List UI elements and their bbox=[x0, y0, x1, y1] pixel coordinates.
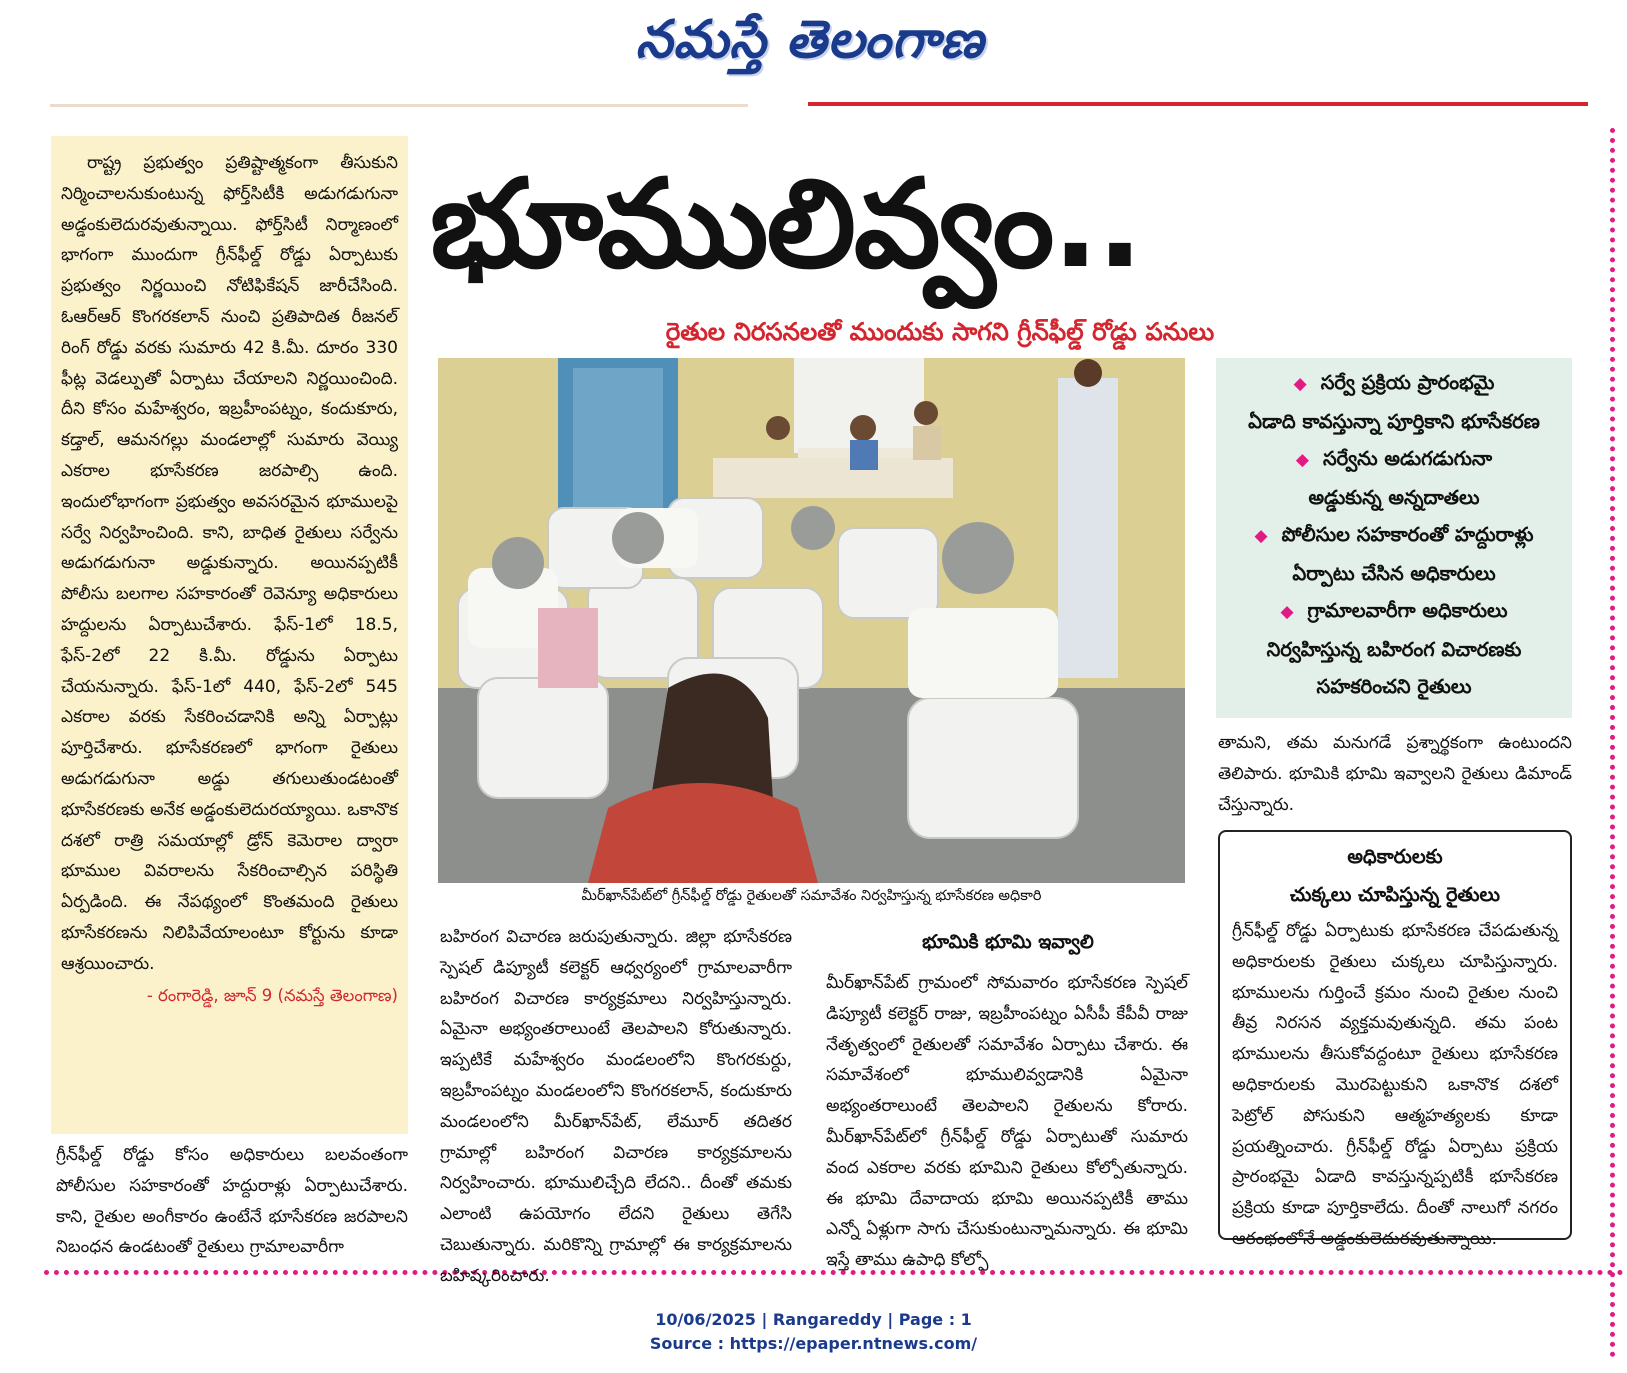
highlight-item: ◆ సర్వేను అడుగడుగునా bbox=[1295, 447, 1493, 470]
dateline: - రంగారెడ్డి, జూన్ 9 (నమస్తే తెలంగాణ) bbox=[146, 985, 398, 1005]
meeting-photo-illustration bbox=[438, 358, 1185, 883]
middle-column-b-title: భూమికి భూమి ఇవ్వాలి bbox=[922, 931, 1094, 953]
photo-caption: మీర్‌ఖాన్‌పేట్‌లో గ్రీన్‌ఫీల్డ్ రోడ్డు రైతులతో సమావేశం నిర్వహిస్తున్న భూసేకరణ అధికారి bbox=[438, 883, 1185, 909]
middle-column-b-text: మీర్‌ఖాన్‌పేట్ గ్రామంలో సోమవారం భూసేకరణ స్పెషల్ డిప్యూటీ కలెక్టర్ రాజు, ఇబ్రహీంపట్నం ఏసీపీ కేపీవీ రాజు నేతృత్వంలో రైతులతో సమావేశం ఏర్పాటు చేశారు. ఈ సమావేశంలో భూములివ్వడానికి ఏమైనా అభ్యంతరాలుంటే తెలపాలని రైతులను కోరారు. మీర్‌ఖాన్‌పేట్‌లో గ్రీన్‌ఫీల్డ్ రోడ్డు ఏర్పాటుతో సుమారు వంద ఎకరాల వరకు భూమిని రైతులు కోల్పోతున్నారు. ఈ భూమి దేవాదాయ భూమి అయినప్పటికీ తాము ఎన్నో ఏళ్లుగా సాగు చేసుకుంటున్నామన్నారు. ఈ భూమి ఇస్తే తాము ఉపాధి కోల్పో bbox=[826, 973, 1188, 1271]
diamond-bullet-icon: ◆ bbox=[1295, 450, 1309, 470]
highlight-item-cont: సహకరించని రైతులు bbox=[1316, 675, 1472, 698]
highlight-item-cont: ఏర్పాటు చేసిన అధికారులు bbox=[1292, 562, 1496, 585]
side-story-box bbox=[1218, 830, 1572, 1249]
highlight-item-cont: అడ్డుకున్న అన్నదాతలు bbox=[1308, 486, 1480, 509]
side-story-title-1: అధికారులకు bbox=[1347, 845, 1443, 868]
middle-column-a-text: బహిరంగ విచారణ జరుపుతున్నారు. జిల్లా భూసేకరణ స్పెషల్ డిప్యూటీ కలెక్టర్ ఆధ్వర్యంలో గ్రామాలవారీగా బహిరంగ విచారణ కార్యక్రమాలు నిర్వహిస్తున్నారు. ఏమైనా అభ్యంతరాలుంటే తెలపాలని కోరుతున్నారు. ఇప్పటికే మహేశ్వరం మండలంలోని కొంగరకుర్దు, ఇబ్రహీంపట్నం మండలంలోని కొంగరకలాన్, కందుకూరు మండలంలోని మీర్‌ఖాన్‌పేట్, లేమూర్ తదితర గ్రామాల్లో బహిరంగ విచారణ కార్యక్రమాలను నిర్వహించారు. భూములిచ్చేది లేదని.. దీంతో తమకు ఎలాంటి ఉపయోగం లేదని రైతులు తెగేసి చెబుతున్నారు. మరికొన్ని గ్రామాల్లో ఈ కార్యక్రమాలను బహిష్కరించారు. bbox=[440, 927, 792, 1286]
highlights-box bbox=[1216, 358, 1572, 718]
highlight-item: ◆ గ్రామాలవారీగా అధికారులు bbox=[1280, 599, 1508, 622]
highlight-item-cont: ఏడాది కావస్తున్నా పూర్తికాని భూసేకరణ bbox=[1248, 410, 1540, 433]
news-photo bbox=[438, 358, 1185, 883]
highlight-item: ◆ సర్వే ప్రక్రియ ప్రారంభమై bbox=[1293, 371, 1495, 394]
right-column-text: తామని, తమ మనుగడే ప్రశ్నార్థకంగా ఉంటుందని తెలిపారు. భూమికి భూమి ఇవ్వాలని రైతులు డిమాండ్ చేస్తున్నారు. bbox=[1218, 733, 1572, 815]
intro-paragraph: రాష్ట్ర ప్రభుత్వం ప్రతిష్టాత్మకంగా తీసుకుని నిర్మించాలనుకుంటున్న ఫోర్త్‌సిటీకి అడుగడుగునా అడ్డంకులెదురవుతున్నాయి. ఫోర్త్‌సిటీ నిర్మాణంలో భాగంగా ముందుగా గ్రీన్‌ఫీల్డ్ రోడ్డు ఏర్పాటుకు ప్రభుత్వం నిర్ణయించి నోటిఫికేషన్ జారీచేసింది. ఓఆర్ఆర్ కొంగరకలాన్ నుంచి ప్రతిపాదిత రీజనల్ రింగ్ రోడ్డు వరకు సుమారు 42 కి.మీ. దూరం 330 ఫీట్ల వెడల్పుతో ఏర్పాటు చేయాలని నిర్ణయించింది. దీని కోసం మహేశ్వరం, ఇబ్రహీంపట్నం, కందుకూరు, కడ్తాల్, ఆమనగల్లు మండలాల్లో సుమారు వెయ్యి ఎకరాల భూసేకరణ జరపాల్సి ఉంది. ఇందులోభాగంగా ప్రభుత్వం అవసరమైన భూములపై సర్వే నిర్వహించింది. కాని, బాధిత రైతులు సర్వేను అడుగడుగునా అడ్డుకున్నారు. అయినప్పటికీ పోలీసు బలగాల సహకారంతో రెవెన్యూ అధికారులు హద్దులను ఏర్పాటుచేశారు. ఫేస్-1లో 18.5, ఫేస్-2లో 22 కి.మీ. రోడ్డును ఏర్పాటు చేయనున్నారు. ఫేస్-1లో 440, ఫేస్-2లో 545 ఎకరాల వరకు సేకరించడానికి అన్ని ఏర్పాట్లు పూర్తిచేశారు. భూసేకరణలో భాగంగా రైతులు అడుగడుగునా అడ్డు తగులుతుండటంతో భూసేకరణకు అనేక అడ్డంకులెదురయ్యాయి. ఒకానొక దశలో రాత్రి సమయాల్లో డ్రోన్ కెమెరాల ద్వారా భూముల వివరాలను సేకరించాల్సిన పరిస్థితి ఏర్పడింది. ఈ నేపథ్యంలో కొంతమంది రైతులు భూసేకరణను నిలిపివేయాలంటూ కోర్టును కూడా ఆశ్రయించారు. bbox=[61, 153, 398, 974]
subheadline: రైతుల నిరసనలతో ముందుకు సాగని గ్రీన్‌ఫీల్డ్ రోడ్డు పనులు bbox=[665, 317, 1215, 346]
diamond-bullet-icon: ◆ bbox=[1293, 374, 1307, 394]
diamond-bullet-icon: ◆ bbox=[1254, 526, 1268, 546]
footer-source-line: Source : https://epaper.ntnews.com/ bbox=[649, 1334, 978, 1353]
diamond-bullet-icon: ◆ bbox=[1280, 602, 1294, 622]
highlight-item: ◆ పోలీసుల సహకారంతో హద్దురాళ్లు bbox=[1254, 523, 1534, 546]
masthead-rule-left bbox=[50, 104, 748, 107]
side-story-title-2: చుక్కలు చూపిస్తున్న రైతులు bbox=[1289, 883, 1501, 906]
intro-text bbox=[61, 148, 398, 980]
highlight-item-cont: నిర్వహిస్తున్న బహిరంగ విచారణకు bbox=[1266, 638, 1522, 661]
footer-edition-line: 10/06/2025 | Rangareddy | Page : 1 bbox=[655, 1310, 972, 1329]
side-story-text: గ్రీన్‌ఫీల్డ్ రోడ్డు ఏర్పాటుకు భూసేకరణ చేపడుతున్న అధికారులకు రైతులు చుక్కలు చూపిస్తున్నారు. భూములను గుర్తించే క్రమం నుంచి రైతుల నుంచి తీవ్ర నిరసన వ్యక్తమవుతున్నది. తమ పంట భూములను తీసుకోవద్దంటూ రైతులు భూసేకరణ అధికారులకు మొరపెట్టుకుని ఒకానొక దశలో పెట్రోల్ పోసుకుని ఆత్మహత్యలకు కూడా ప్రయత్నించారు. గ్రీన్‌ఫీల్డ్ రోడ్డు ఏర్పాటు ప్రక్రియ ప్రారంభమై ఏడాది కావస్తున్నప్పటికీ భూసేకరణ ప్రక్రియ కూడా పూర్తికాలేదు. దీంతో నాలుగో నగరం ఆరంభంలోనే అడ్డంకులెదురవుతున్నాయి. bbox=[1232, 921, 1558, 1249]
headline: భూములివ్వం.. bbox=[430, 152, 1142, 295]
masthead-logo: నమస్తే తెలంగాణ bbox=[635, 9, 985, 70]
left-column-continuation: గ్రీన్‌ఫీల్డ్ రోడ్డు కోసం అధికారులు బలవంతంగా పోలీసుల సహకారంతో హద్దురాళ్లు ఏర్పాటుచేశారు. కాని, రైతుల అంగీకారం ఉంటేనే భూసేకరణ జరపాలని నిబంధన ఉండటంతో రైతులు గ్రామాలవారీగా bbox=[56, 1145, 408, 1258]
page-border-dotted-right bbox=[1610, 128, 1615, 1358]
masthead-rule-right bbox=[808, 102, 1588, 106]
intro-box bbox=[51, 136, 408, 1134]
